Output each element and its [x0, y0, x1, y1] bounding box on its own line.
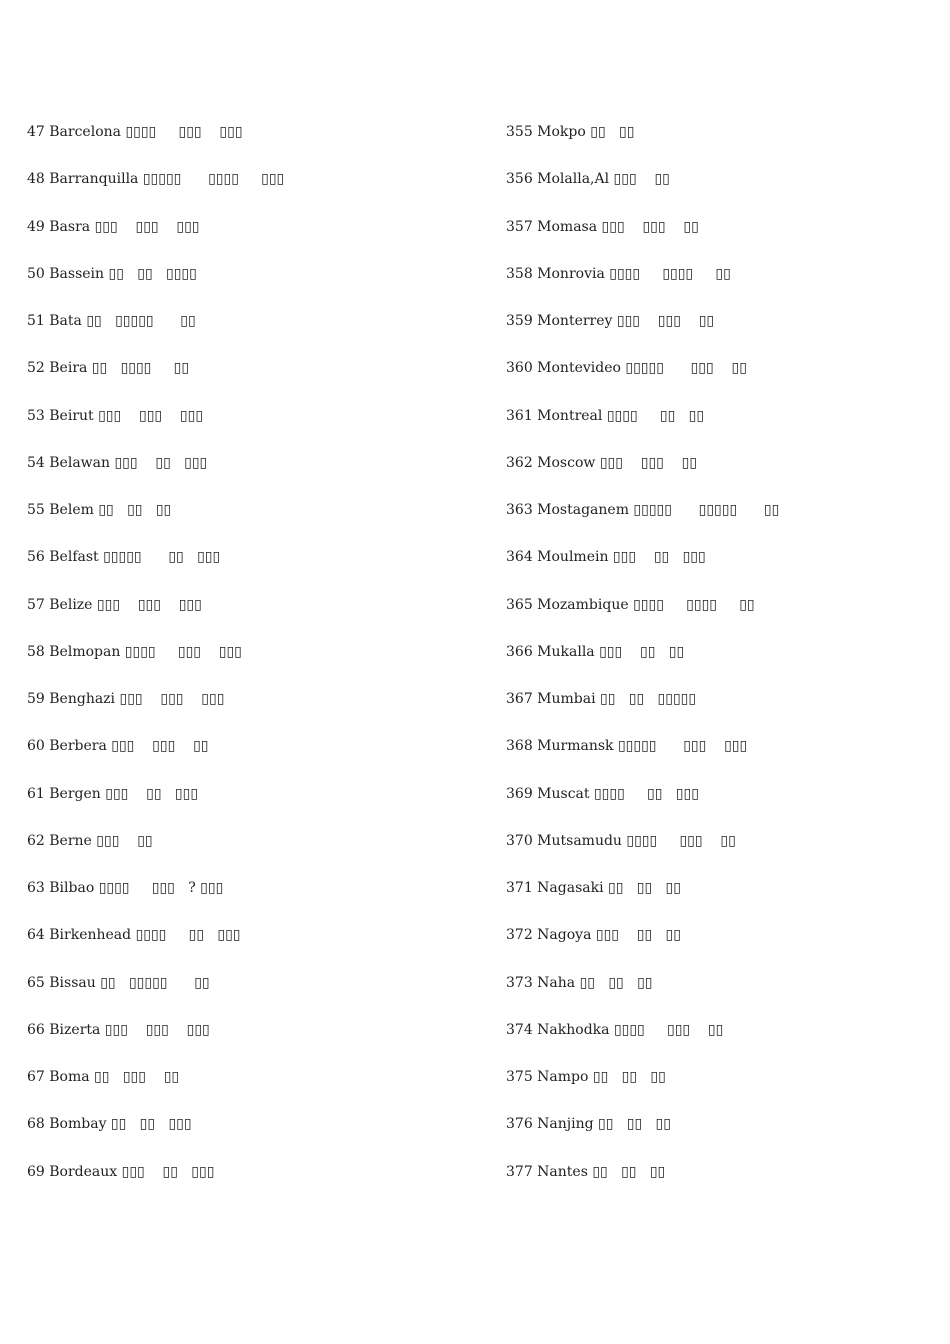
list-item: 355 Mokpo ▯▯ ▯▯ — [506, 124, 635, 140]
list-item: 55 Belem ▯▯ ▯▯ ▯▯ — [27, 502, 172, 518]
list-item: 361 Montreal ▯▯▯▯ ▯▯ ▯▯ — [506, 407, 705, 424]
list-item: 370 Mutsamudu ▯▯▯▯ ▯▯▯ ▯▯ — [506, 832, 736, 849]
list-item: 371 Nagasaki ▯▯ ▯▯ ▯▯ — [506, 880, 681, 896]
list-item: 376 Nanjing ▯▯ ▯▯ ▯▯ — [506, 1116, 671, 1133]
list-item: 373 Naha ▯▯ ▯▯ ▯▯ — [506, 974, 653, 991]
list-item: 372 Nagoya ▯▯▯ ▯▯ ▯▯ — [506, 927, 681, 944]
list-item: 358 Monrovia ▯▯▯▯ ▯▯▯▯ ▯▯ — [506, 265, 731, 282]
list-item: 362 Moscow ▯▯▯ ▯▯▯ ▯▯ — [506, 454, 698, 471]
list-item: 69 Bordeaux ▯▯▯ ▯▯ ▯▯▯ — [27, 1163, 215, 1180]
list-item: 63 Bilbao ▯▯▯▯ ▯▯▯ ? ▯▯▯ — [27, 880, 224, 896]
list-item: 374 Nakhodka ▯▯▯▯ ▯▯▯ ▯▯ — [506, 1021, 724, 1038]
list-item: 65 Bissau ▯▯ ▯▯▯▯▯ ▯▯ — [27, 974, 210, 991]
list-item: 364 Moulmein ▯▯▯ ▯▯ ▯▯▯ — [506, 549, 706, 566]
list-item: 51 Bata ▯▯ ▯▯▯▯▯ ▯▯ — [27, 313, 196, 329]
list-item: 54 Belawan ▯▯▯ ▯▯ ▯▯▯ — [27, 454, 208, 471]
list-item: 357 Momasa ▯▯▯ ▯▯▯ ▯▯ — [506, 218, 699, 235]
list-item: 363 Mostaganem ▯▯▯▯▯ ▯▯▯▯▯ ▯▯ — [506, 502, 780, 518]
list-item: 61 Bergen ▯▯▯ ▯▯ ▯▯▯ — [27, 785, 199, 802]
list-item: 367 Mumbai ▯▯ ▯▯ ▯▯▯▯▯ — [506, 691, 697, 707]
list-item: 64 Birkenhead ▯▯▯▯ ▯▯ ▯▯▯ — [27, 927, 241, 944]
list-item: 62 Berne ▯▯▯ ▯▯ — [27, 832, 153, 849]
list-item: 59 Benghazi ▯▯▯ ▯▯▯ ▯▯▯ — [27, 691, 225, 707]
list-item: 377 Nantes ▯▯ ▯▯ ▯▯ — [506, 1163, 666, 1180]
list-item: 49 Basra ▯▯▯ ▯▯▯ ▯▯▯ — [27, 218, 200, 235]
list-item: 47 Barcelona ▯▯▯▯ ▯▯▯ ▯▯▯ — [27, 124, 243, 140]
list-item: 53 Beirut ▯▯▯ ▯▯▯ ▯▯▯ — [27, 407, 204, 424]
port-list-right — [506, 122, 936, 1209]
list-item: 369 Muscat ▯▯▯▯ ▯▯ ▯▯▯ — [506, 785, 699, 802]
list-item: 68 Bombay ▯▯ ▯▯ ▯▯▯ — [27, 1116, 192, 1133]
list-item: 52 Beira ▯▯ ▯▯▯▯ ▯▯ — [27, 360, 190, 377]
list-item: 360 Montevideo ▯▯▯▯▯ ▯▯▯ ▯▯ — [506, 360, 747, 377]
list-item: 57 Belize ▯▯▯ ▯▯▯ ▯▯▯ — [27, 596, 202, 613]
list-item: 56 Belfast ▯▯▯▯▯ ▯▯ ▯▯▯ — [27, 549, 221, 566]
list-item: 356 Molalla,Al ▯▯▯ ▯▯ — [506, 171, 670, 188]
list-item: 48 Barranquilla ▯▯▯▯▯ ▯▯▯▯ ▯▯▯ — [27, 171, 285, 188]
list-item: 365 Mozambique ▯▯▯▯ ▯▯▯▯ ▯▯ — [506, 596, 755, 613]
list-item: 66 Bizerta ▯▯▯ ▯▯▯ ▯▯▯ — [27, 1021, 210, 1038]
list-item: 375 Nampo ▯▯ ▯▯ ▯▯ — [506, 1069, 666, 1085]
list-item: 67 Boma ▯▯ ▯▯▯ ▯▯ — [27, 1069, 180, 1085]
list-item: 60 Berbera ▯▯▯ ▯▯▯ ▯▯ — [27, 738, 209, 755]
list-item: 50 Bassein ▯▯ ▯▯ ▯▯▯▯ — [27, 265, 197, 282]
list-item: 58 Belmopan ▯▯▯▯ ▯▯▯ ▯▯▯ — [27, 643, 242, 660]
list-item: 368 Murmansk ▯▯▯▯▯ ▯▯▯ ▯▯▯ — [506, 738, 748, 755]
list-item: 366 Mukalla ▯▯▯ ▯▯ ▯▯ — [506, 643, 685, 660]
list-item: 359 Monterrey ▯▯▯ ▯▯▯ ▯▯ — [506, 313, 715, 329]
port-list-left — [27, 122, 467, 1209]
